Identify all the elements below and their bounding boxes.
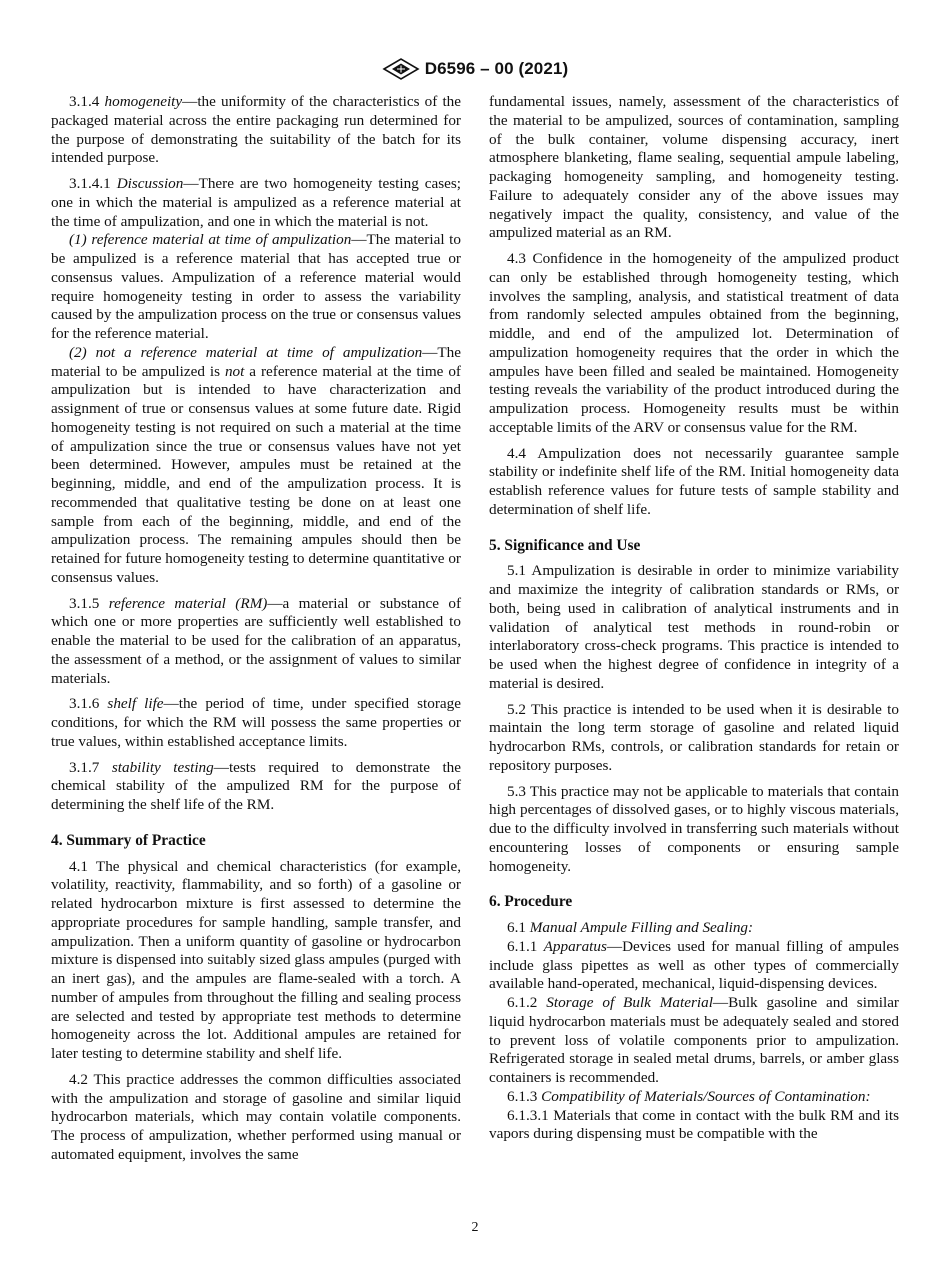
paragraph-5-1: 5.1 Ampulization is desirable in order to minimize variability and maximize the integrity of calibration standards or RMs, or both, being used in calibration of analytical instruments and in validation of analytical test methods in round-robin or interlaboratory cross-check programs. This practice is intended to be used when the highest degree of confidence in integrity of a material is desired. bbox=[489, 562, 899, 692]
paragraph-4-4: 4.4 Ampulization does not necessarily guarantee sample stability or indefinite shelf life of the RM. Initial homogeneity data establish reference values for future tests of sample stability and determination of shelf life. bbox=[489, 444, 899, 518]
paragraph-3-1-5: 3.1.5 reference material (RM)—a material or substance of which one or more properties are sufficiently well established to enable the material to be used for the calibration of an apparatus, the assessment of a method, or the assignment of values to similar materials. bbox=[51, 594, 462, 687]
page-number: 2 bbox=[471, 1220, 479, 1235]
left-column bbox=[51, 93, 461, 1172]
document-id: D6596 – 00 (2021) bbox=[424, 59, 569, 78]
section-heading-4: 4. Summary of Practice bbox=[51, 831, 206, 849]
paragraph-3-1-4-1: 3.1.4.1 Discussion—There are two homogeneity testing cases; one in which the material is ampulized as a reference material at the time of ampulization, and one in which the material is not. bbox=[51, 175, 461, 230]
paragraph-case-1: (1) reference material at time of ampulization—The material to be ampulized is a reference material that has accepted true or consensus values. Ampulization of a reference material would require homogeneity testing in order to assess the variability caused by the ampulization process on the true or consensus values for the reference material. bbox=[51, 231, 461, 342]
paragraph-3-1-7: 3.1.7 stability testing—tests required to demonstrate the chemical stability of the ampulized RM for the purpose of determining the shelf life of the RM. bbox=[51, 758, 461, 813]
paragraph-case-2: (2) not a reference material at time of ampulization—The material to be ampulized is not a reference material at the time of ampulization but is intended to have characterization and assignment of true or consensus values at some future date. Rigid homogeneity testing is not required on such a material at the time of ampulization since the true or consensus values have not yet been determined. However, ampules must be retained at the beginning, middle, and end of the ampulization process. It is recommended that qualitative testing be done on at least one sample from each of the beginning, middle, and end of the ampulization process. The remaining ampules should then be retained for future homogeneity testing to determine quantitative or consensus values. bbox=[51, 343, 461, 586]
paragraph-3-1-4: 3.1.4 homogeneity—the uniformity of the characteristics of the packaged material across the entire packaging run determined for the purpose of demonstrating the suitability of the batch for its intended purpose. bbox=[51, 93, 462, 167]
paragraph-6-1-3-1: 6.1.3.1 Materials that come in contact with the bulk RM and its vapors during dispensing must be compatible with the bbox=[489, 1106, 899, 1143]
section-heading-5: 5. Significance and Use bbox=[489, 536, 641, 554]
paragraph-3-1-6: 3.1.6 shelf life—the period of time, under specified storage conditions, for which the RM will possess the same properties or true values, within established acceptance limits. bbox=[51, 695, 461, 750]
paragraph-6-1-3: 6.1.3 Compatibility of Materials/Sources of Contamination: bbox=[507, 1087, 871, 1105]
right-column bbox=[489, 93, 899, 1144]
paragraph-4-1: 4.1 The physical and chemical characteristics (for example, volatility, reactivity, flammability, and so forth) of a gasoline or related hydrocarbon mixture is first assessed to determine the appropriate procedures for sample handling, sample transfer, and ampulization. Then a uniform quantity of gasoline or hydrocarbon mixture is dispensed into suitably sized glass ampules (purged with an inert gas), and the ampules are flame-sealed with a torch. A number of ampules from throughout the filling and sealing process are selected and tested by appropriate test methods to determine homogeneity across the lot. Additional ampules are retained for later testing to determine stability and shelf life. bbox=[51, 857, 461, 1062]
section-heading-6: 6. Procedure bbox=[489, 893, 573, 911]
page-header bbox=[0, 57, 950, 86]
paragraph-4-3: 4.3 Confidence in the homogeneity of the ampulized product can only be established through homogeneity testing, which involves the sampling, analysis, and statistical treatment of data from randomly selected ampules obtained from the beginning, middle, and end of the ampulized lot. Determination of ampulization homogeneity requires that the order in which the ampules have been filled and sealed be maintained. Homogeneity testing reveals the variability of the product introduced during the ampulization process. Homogeneity results must be within acceptable limits of the ARV or consensus value for the RM. bbox=[489, 250, 899, 436]
astm-logo-icon bbox=[382, 57, 420, 81]
paragraph-4-2: 4.2 This practice addresses the common difficulties associated with the ampulization and storage of gasoline and similar liquid hydrocarbon materials, which may contain volatile components. The process of ampulization, whether performed using manual or automated equipment, involves the same bbox=[51, 1070, 461, 1163]
paragraph-6-1-1: 6.1.1 Apparatus—Devices used for manual filling of ampules include glass pipettes as well as other types of commercially available hand-operated, mechanical, liquid-dispensing devices. bbox=[489, 937, 899, 993]
paragraph-4-2-continued: fundamental issues, namely, assessment of the characteristics of the material to be ampulized, sources of contamination, sampling of the bulk container, volume dispensing accuracy, inert atmosphere blanketing, flame sealing, sequential ampule labeling, packaging homogeneity sampling, and homogeneity testing. Failure to adequately consider any of the above issues may negatively impact the quality, consistency, and value of the ampulized material as an RM. bbox=[489, 93, 899, 242]
paragraph-6-1: 6.1 Manual Ampule Filling and Sealing: bbox=[507, 919, 754, 936]
paragraph-6-1-2: 6.1.2 Storage of Bulk Material—Bulk gasoline and similar liquid hydrocarbon materials must be adequately sealed and stored to prevent loss of volatile components prior to ampulization. Refrigerated storage in sealed metal drums, barrels, or amber glass containers is recommended. bbox=[489, 994, 899, 1086]
paragraph-5-3: 5.3 This practice may not be applicable to materials that contain high percentages of dissolved gases, or to highly viscous materials, due to the difficulty involved in transferring such materials without encountering losses of components or ensuring sample homogeneity. bbox=[489, 782, 899, 875]
paragraph-5-2: 5.2 This practice is intended to be used when it is desirable to maintain the long term storage of gasoline and related liquid hydrocarbon RMs, controls, or calibration standards for retain or repository purposes. bbox=[489, 700, 899, 774]
